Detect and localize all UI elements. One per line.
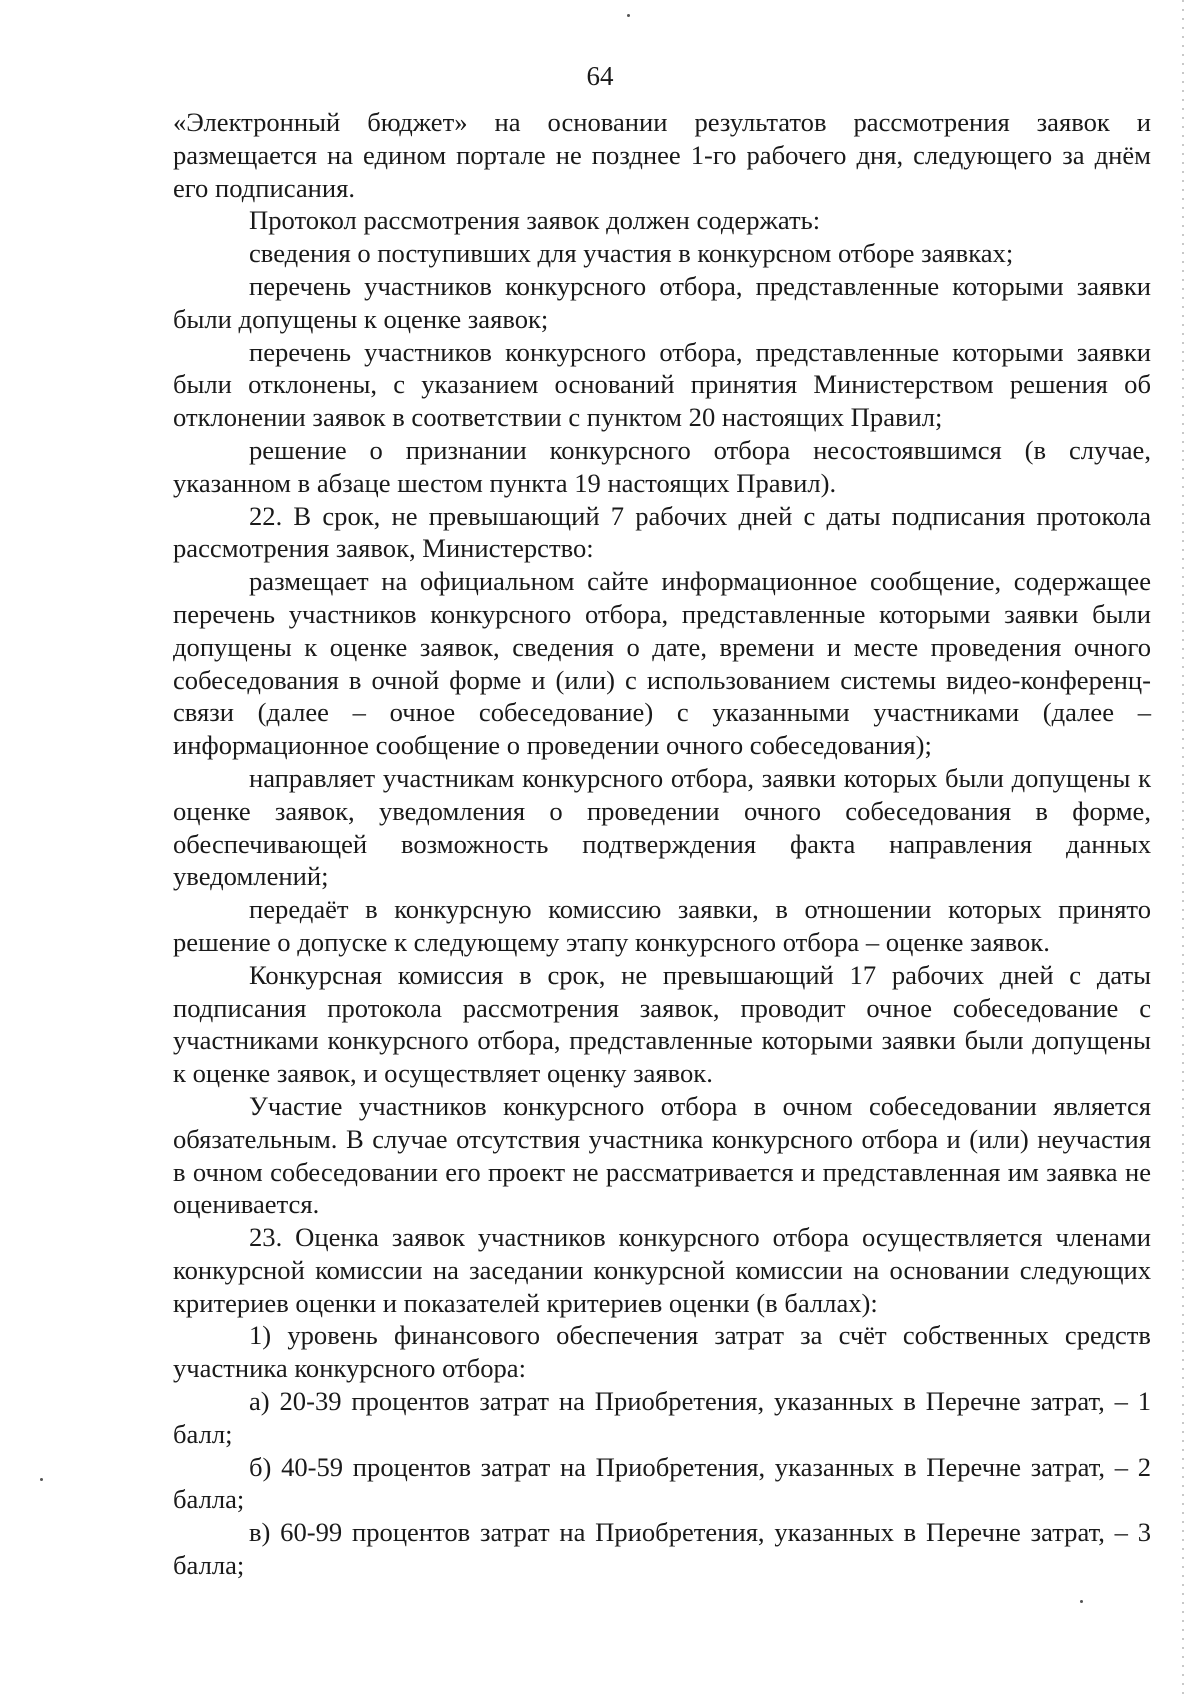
- paragraph: б) 40-59 процентов затрат на Приобретения, указанных в Перечне затрат, – 2 балла;: [173, 1451, 1151, 1515]
- paragraph: сведения о поступивших для участия в конкурсном отборе заявках;: [249, 238, 1014, 269]
- scan-margin-dots: [1182, 0, 1184, 1698]
- page-number: 64: [586, 61, 614, 91]
- paragraph: 22. В срок, не превышающий 7 рабочих дней с даты подписания протокола рассмотрения заявок, Министерство:: [173, 500, 1151, 564]
- paragraph: перечень участников конкурсного отбора, представленные которыми заявки были допущены к оценке заявок;: [173, 270, 1151, 334]
- document-body: [173, 106, 1151, 1582]
- paragraph: Конкурсная комиссия в срок, не превышающий 17 рабочих дней с даты подписания протокола рассмотрения заявок, проводит очное собеседование с участниками конкурсного отбора, представленные которыми заявки были допущены к оценке заявок, и осуществляет оценку заявок.: [173, 959, 1151, 1089]
- paragraph: 1) уровень финансового обеспечения затрат за счёт собственных средств участника конкурсного отбора:: [173, 1320, 1151, 1384]
- paragraph: Протокол рассмотрения заявок должен содержать:: [249, 205, 821, 236]
- paragraph: направляет участникам конкурсного отбора, заявки которых были допущены к оценке заявок, уведомления о проведении очного собеседования в форме, обеспечивающей возможность подтверждения факта направления данных уведомлений;: [173, 762, 1151, 892]
- paragraph: Участие участников конкурсного отбора в очном собеседовании является обязательным. В случае отсутствия участника конкурсного отбора и (или) неучастия в очном собеседовании его проект не рассматривается и представленная им заявка не оценивается.: [173, 1090, 1151, 1220]
- paragraph: а) 20-39 процентов затрат на Приобретения, указанных в Перечне затрат, – 1 балл;: [173, 1386, 1151, 1449]
- scan-speck: [627, 14, 630, 17]
- paragraph: 23. Оценка заявок участников конкурсного отбора осуществляется членами конкурсной комиссии на заседании конкурсной комиссии на основании следующих критериев оценки и показателей критериев оценки (в баллах):: [173, 1222, 1151, 1318]
- paragraph: перечень участников конкурсного отбора, представленные которыми заявки были отклонены, с указанием оснований принятия Министерством решения об отклонении заявок в соответствии с пунктом 20 настоящих Правил;: [173, 336, 1151, 433]
- scan-speck: [40, 1478, 43, 1481]
- paragraph: «Электронный бюджет» на основании результатов рассмотрения заявок и размещается на едином портале не позднее 1-го рабочего дня, следующего за днём его подписания.: [173, 107, 1151, 203]
- scan-speck: [1080, 1600, 1083, 1603]
- paragraph: решение о признании конкурсного отбора несостоявшимся (в случае, указанном в абзаце шестом пункта 19 настоящих Правил).: [173, 434, 1151, 498]
- paragraph: размещает на официальном сайте информационное сообщение, содержащее перечень участников конкурсного отбора, представленные которыми заявки были допущены к оценке заявок, сведения о дате, времени и месте проведения очного собеседования в очной форме и (или) с использованием системы видео-конференц-связи (далее – очное собеседование) с указанными участниками (далее – информационное сообщение о проведении очного собеседования);: [173, 566, 1151, 761]
- paragraph: передаёт в конкурсную комиссию заявки, в отношении которых принято решение о допуске к следующему этапу конкурсного отбора – оценке заявок.: [173, 894, 1151, 957]
- paragraph: в) 60-99 процентов затрат на Приобретения, указанных в Перечне затрат, – 3 балла;: [173, 1517, 1151, 1581]
